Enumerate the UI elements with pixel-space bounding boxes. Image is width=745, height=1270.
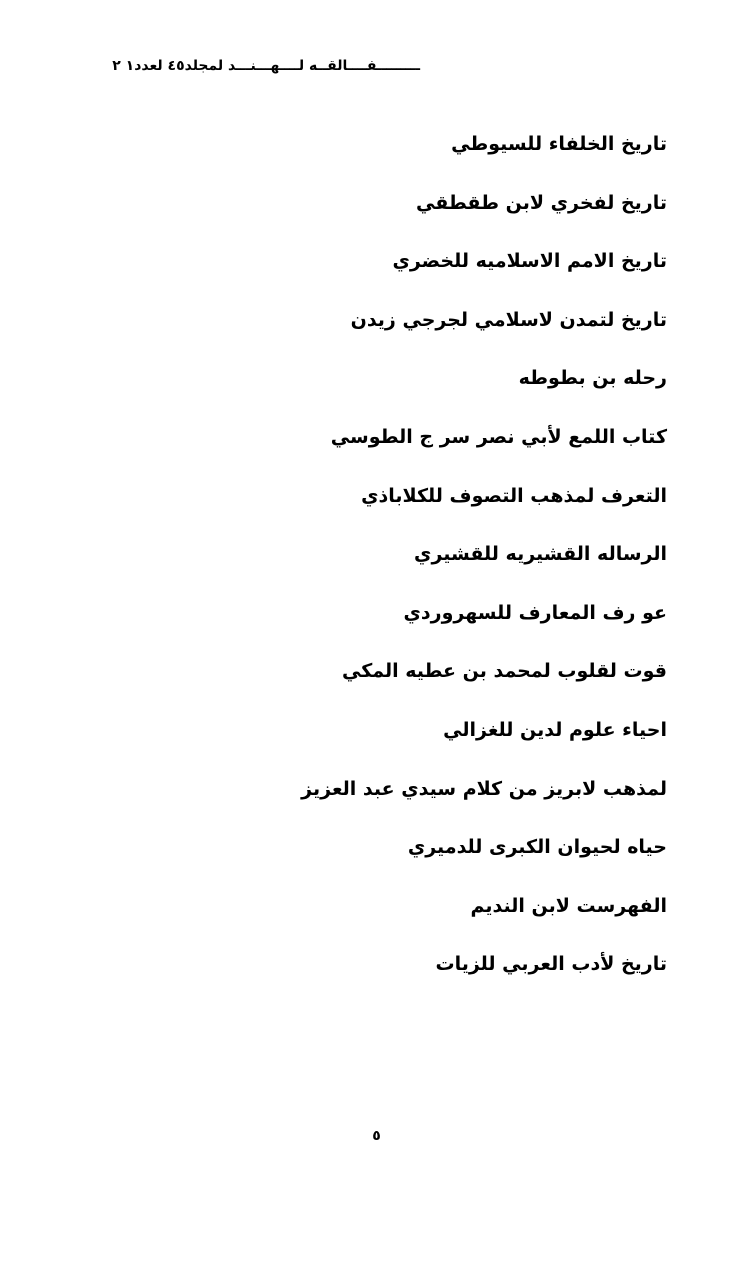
- book-item: قوت لقلوب لمحمد بن عطيه المكي: [341, 660, 667, 683]
- book-item: رحله بن بطوطه: [518, 367, 667, 390]
- book-item: تاريخ لفخري لابن طقطقي: [416, 191, 667, 214]
- running-header: ـــــــــفــــالقــه لــــهـــنـــد لمجلد٤٥ لعدد١ ٢: [112, 58, 420, 74]
- book-item: تاريخ لتمدن لاسلامي لجرجي زيدن: [350, 308, 667, 331]
- book-item: لمذهب لابريز من كلام سيدي عبد العزيز: [301, 777, 667, 800]
- book-item: احياء علوم لدين للغزالي: [443, 718, 667, 741]
- book-item: تاريخ الامم الاسلاميه للخضري: [392, 250, 667, 273]
- book-item: حياه لحيوان الكبرى للدميري: [407, 836, 667, 859]
- book-item: تاريخ لأدب العربي للزيات: [435, 953, 667, 976]
- book-item: التعرف لمذهب التصوف للكلاباذي: [361, 484, 667, 507]
- book-item: الفهرست لابن النديم: [470, 894, 667, 917]
- book-list: [60, 124, 667, 1003]
- page-number: ٥: [372, 1128, 381, 1144]
- book-item: الرساله القشيريه للقشيري: [414, 543, 667, 566]
- book-item: تاريخ الخلفاء للسيوطي: [451, 133, 667, 155]
- book-item: عو رف المعارف للسهروردي: [403, 601, 667, 624]
- book-item: كتاب اللمع لأبي نصر سر ج الطوسي: [330, 425, 667, 448]
